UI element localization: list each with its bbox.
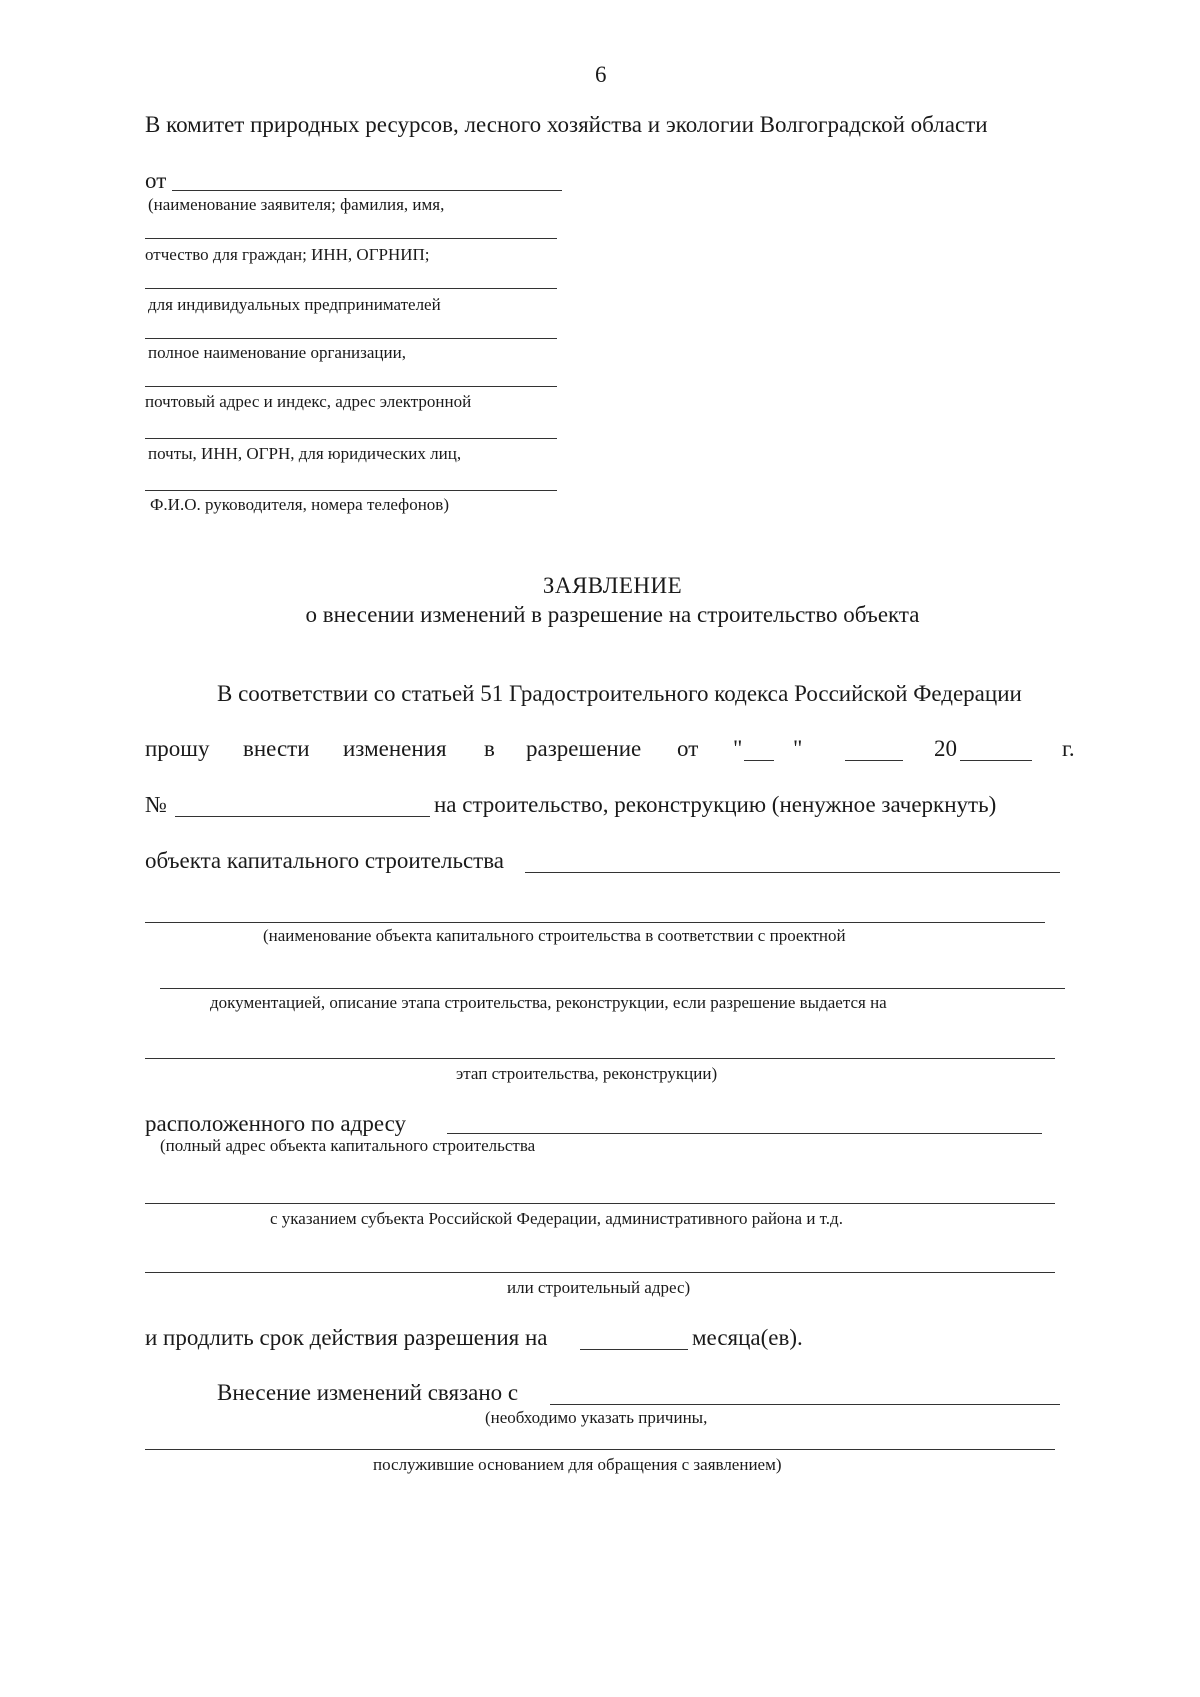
- permit-number-field[interactable]: [175, 816, 430, 817]
- year-prefix: 20: [934, 736, 957, 761]
- applicant-hint-1: (наименование заявителя; фамилия, имя,: [148, 195, 445, 214]
- applicant-line-7[interactable]: [145, 490, 557, 491]
- request-word-3: изменения: [343, 736, 447, 761]
- address-field-2[interactable]: [145, 1203, 1055, 1204]
- extension-months-field[interactable]: [580, 1349, 688, 1350]
- extend-suffix: месяца(ев).: [692, 1325, 803, 1350]
- request-word-1: прошу: [145, 736, 210, 761]
- request-word-6: от: [677, 736, 699, 761]
- quote-open: ": [733, 736, 743, 761]
- applicant-line-5[interactable]: [145, 386, 557, 387]
- applicant-hint-6: почты, ИНН, ОГРН, для юридических лиц,: [148, 444, 462, 463]
- year-suffix: г.: [1062, 736, 1075, 761]
- reason-field-2[interactable]: [145, 1449, 1055, 1450]
- permit-scope-text: на строительство, реконструкцию (ненужное зачеркнуть): [434, 792, 997, 817]
- applicant-hint-4: полное наименование организации,: [148, 343, 406, 362]
- addressee: В комитет природных ресурсов, лесного хозяйства и экологии Волгоградской области: [145, 112, 988, 137]
- reason-label: Внесение изменений связано с: [217, 1380, 519, 1405]
- permit-month-field[interactable]: [845, 760, 903, 761]
- applicant-hint-7: Ф.И.О. руководителя, номера телефонов): [150, 495, 449, 514]
- reason-field-1[interactable]: [550, 1404, 1060, 1405]
- quote-close: ": [793, 736, 803, 761]
- request-word-5: разрешение: [526, 736, 642, 761]
- page-number: 6: [595, 62, 607, 87]
- request-word-2: внести: [243, 736, 310, 761]
- applicant-hint-3: для индивидуальных предпринимателей: [148, 295, 441, 314]
- document-title: ЗАЯВЛЕНИЕ: [542, 573, 683, 598]
- applicant-line-6[interactable]: [145, 438, 557, 439]
- address-hint-2: с указанием субъекта Российской Федерации, административного района и т.д.: [270, 1209, 843, 1228]
- object-field-3[interactable]: [160, 988, 1065, 989]
- request-word-4: в: [484, 736, 495, 761]
- applicant-line-4[interactable]: [145, 338, 557, 339]
- address-hint-1: (полный адрес объекта капитального строительства: [160, 1136, 536, 1155]
- address-hint-3: или строительный адрес): [507, 1278, 691, 1297]
- reason-hint-1: (необходимо указать причины,: [485, 1408, 708, 1427]
- extend-prefix: и продлить срок действия разрешения на: [145, 1325, 548, 1350]
- address-label: расположенного по адресу: [145, 1111, 407, 1136]
- document-subtitle: о внесении изменений в разрешение на строительство объекта: [305, 602, 920, 627]
- permit-day-field[interactable]: [744, 760, 774, 761]
- applicant-hint-5: почтовый адрес и индекс, адрес электронной: [145, 392, 472, 411]
- address-field-3[interactable]: [145, 1272, 1055, 1273]
- object-hint-3: этап строительства, реконструкции): [456, 1064, 718, 1083]
- legal-basis-text: В соответствии со статьей 51 Градостроительного кодекса Российской Федерации: [217, 681, 1022, 706]
- applicant-line-1[interactable]: [172, 190, 562, 191]
- address-field-1[interactable]: [447, 1133, 1042, 1134]
- reason-hint-2: послужившие основанием для обращения с заявлением): [373, 1455, 782, 1474]
- object-field-4[interactable]: [145, 1058, 1055, 1059]
- object-label: объекта капитального строительства: [145, 848, 504, 873]
- applicant-line-3[interactable]: [145, 288, 557, 289]
- object-hint-2: документацией, описание этапа строительства, реконструкции, если разрешение выдается на: [210, 993, 887, 1012]
- permit-year-field[interactable]: [960, 760, 1032, 761]
- object-field-1[interactable]: [525, 872, 1060, 873]
- object-hint-1: (наименование объекта капитального строительства в соответствии с проектной: [263, 926, 846, 945]
- from-label: от: [145, 168, 167, 193]
- object-field-2[interactable]: [145, 922, 1045, 923]
- applicant-line-2[interactable]: [145, 238, 557, 239]
- number-sign: №: [145, 792, 167, 817]
- applicant-hint-2: отчество для граждан; ИНН, ОГРНИП;: [145, 245, 430, 264]
